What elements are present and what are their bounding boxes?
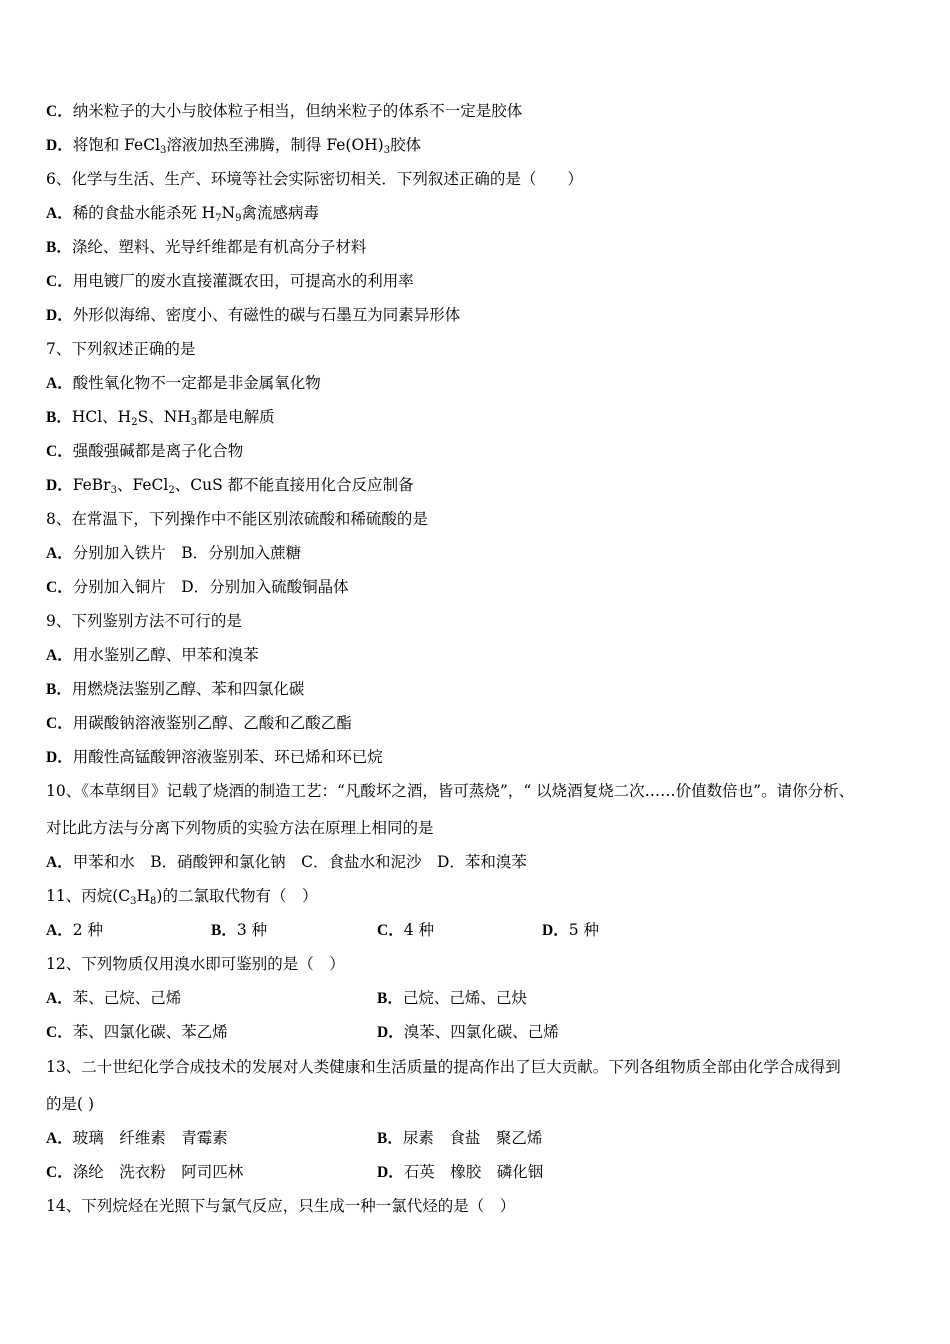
option-q6-c: C．用电镀厂的废水直接灌溉农田，可提高水的利用率 xyxy=(46,272,414,290)
option-q6-d: D．外形似海绵、密度小、有磁性的碳与石墨互为同素异形体 xyxy=(46,306,461,324)
option-q13-c: C．涤纶 洗衣粉 阿司匹林 xyxy=(46,1163,244,1181)
option-q9-d: D．用酸性高锰酸钾溶液鉴别苯、环已烯和环已烷 xyxy=(46,748,383,766)
options-q13-cd xyxy=(46,1162,906,1182)
option-q6-b: B．涤纶、塑料、光导纤维都是有机高分子材料 xyxy=(46,238,367,256)
question-12: 12、下列物质仅用溴水即可鉴别的是（ ） xyxy=(46,955,345,973)
option-q5-d: D．将饱和 FeCl$_3$溶液加热至沸腾，制得 $Fe(OH)_3$胶体 xyxy=(46,136,422,156)
options-q12-cd xyxy=(46,1022,906,1042)
option-q11-c: C．4 种 xyxy=(377,921,434,939)
question-10-line1: 10、《本草纲目》记载了烧酒的制造工艺：“凡酸坏之酒，皆可蒸烧”，“ 以烧酒复烧二次……价值数倍也”。请你分析、 xyxy=(46,782,855,800)
options-q13-ab xyxy=(46,1128,906,1148)
options-q11 xyxy=(46,920,906,940)
option-q12-b: B．己烷、己烯、己炔 xyxy=(377,989,527,1007)
options-q12-ab xyxy=(46,988,906,1008)
option-q7-b: B．HCl、$H_2S$、$NH_3$都是电解质 xyxy=(46,408,275,428)
question-10-line2: 对比此方法与分离下列物质的实验方法在原理上相同的是 xyxy=(46,819,434,837)
option-q11-d: D．5 种 xyxy=(542,921,599,939)
options-q8-ab: A．分别加入铁片 B．分别加入蔗糖 xyxy=(46,544,302,562)
option-q6-a: A．稀的食盐水能杀死 $H_7N_9$禽流感病毒 xyxy=(46,204,319,224)
option-q9-a: A．用水鉴别乙醇、甲苯和溴苯 xyxy=(46,646,259,664)
options-q10: A．甲苯和水 B．硝酸钾和氯化钠 C．食盐水和泥沙 D．苯和溴苯 xyxy=(46,853,527,871)
question-6: 6、化学与生活、生产、环境等社会实际密切相关．下列叙述正确的是（ ） xyxy=(46,170,583,188)
option-q7-a: A．酸性氧化物不一定都是非金属氧化物 xyxy=(46,374,321,392)
question-11: 11、丙烷$(C_3H_8)$的二氯取代物有（ ） xyxy=(46,887,318,907)
question-13-line2: 的是( ) xyxy=(46,1095,95,1113)
option-q12-d: D．溴苯、四氯化碳、己烯 xyxy=(377,1023,559,1041)
option-q11-b: B．3 种 xyxy=(211,921,268,939)
option-q9-c: C．用碳酸钠溶液鉴别乙醇、乙酸和乙酸乙酯 xyxy=(46,714,352,732)
option-q13-b: B．尿素 食盐 聚乙烯 xyxy=(377,1129,543,1147)
option-q9-b: B．用燃烧法鉴别乙醇、苯和四氯化碳 xyxy=(46,680,305,698)
option-q7-c: C．强酸强碱都是离子化合物 xyxy=(46,442,244,460)
question-13-line1: 13、二十世纪化学合成技术的发展对人类健康和生活质量的提高作出了巨大贡献。下列各组物质全部由化学合成得到 xyxy=(46,1058,841,1076)
options-q8-cd: C．分别加入铜片 D．分别加入硫酸铜晶体 xyxy=(46,578,349,596)
option-q13-a: A．玻璃 纤维素 青霉素 xyxy=(46,1129,228,1147)
option-q12-c: C．苯、四氯化碳、苯乙烯 xyxy=(46,1023,228,1041)
option-q12-a: A．苯、己烷、己烯 xyxy=(46,989,182,1007)
option-q13-d: D．石英 橡胶 磷化铟 xyxy=(377,1163,544,1181)
question-9: 9、下列鉴别方法不可行的是 xyxy=(46,612,242,630)
option-q11-a: A．2 种 xyxy=(46,921,103,939)
question-7: 7、下列叙述正确的是 xyxy=(46,340,196,358)
option-q5-c: C．纳米粒子的大小与胶体粒子相当，但纳米粒子的体系不一定是胶体 xyxy=(46,102,523,120)
question-8: 8、在常温下，下列操作中不能区别浓硫酸和稀硫酸的是 xyxy=(46,510,428,528)
question-14: 14、下列烷烃在光照下与氯气反应，只生成一种一氯代烃的是（ ） xyxy=(46,1197,516,1215)
option-q7-d: D．FeBr$_3$、FeCl$_2$、CuS 都不能直接用化合反应制备 xyxy=(46,476,414,496)
